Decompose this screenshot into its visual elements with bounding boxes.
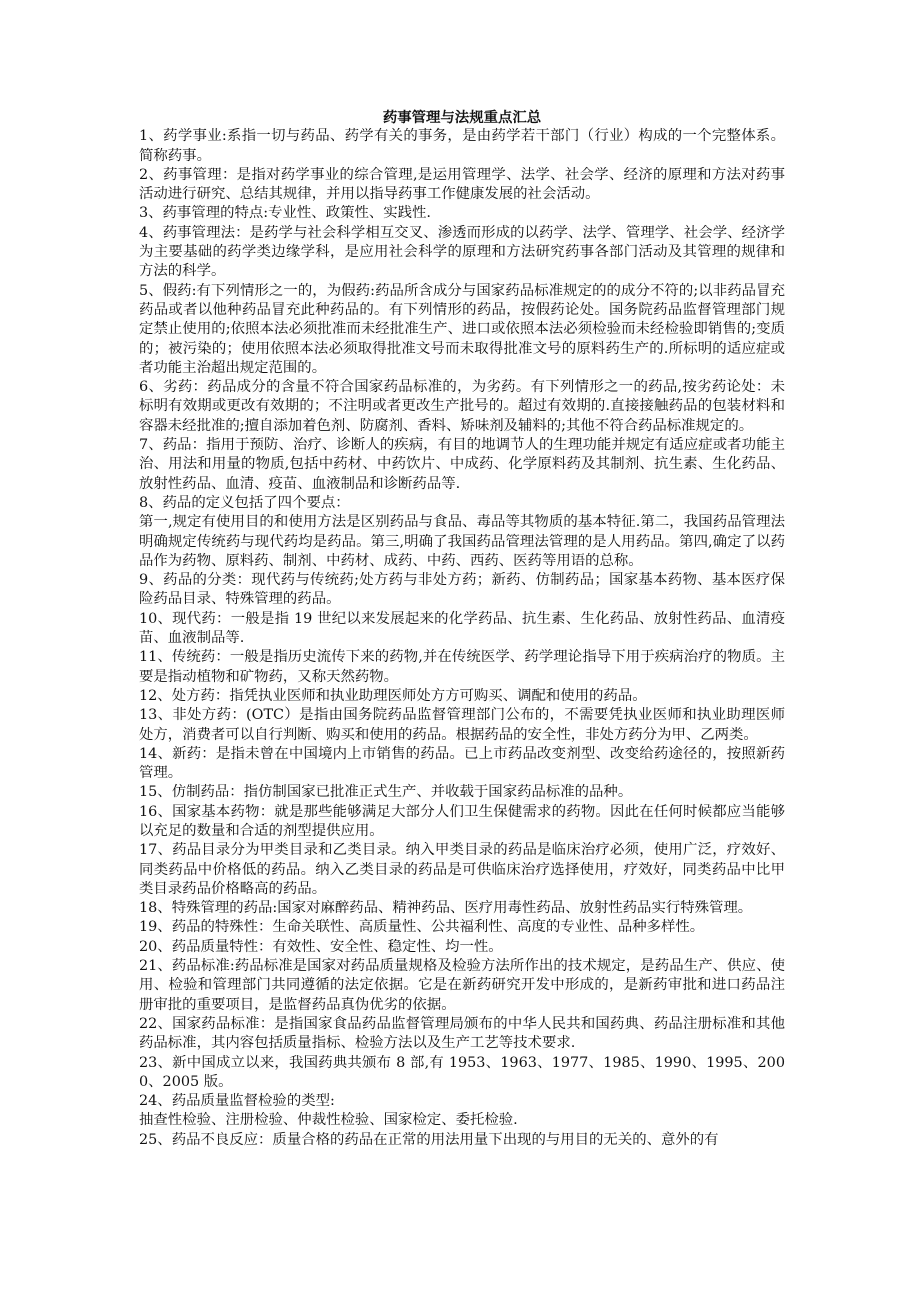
paragraph: 4、药事管理法：是药学与社会科学相互交叉、渗透而形成的以药学、法学、管理学、社会学、经济学为主要基础的药学类边缘学科，是应用社会科学的原理和方法研究药事各部门活动及其管理的规律和方法的科学。: [139, 224, 785, 280]
paragraph: 3、药事管理的特点:专业性、政策性、实践性.: [139, 205, 432, 222]
paragraph: 抽查性检验、注册检验、仲裁性检验、国家检定、委托检验.: [139, 1112, 518, 1129]
paragraph: 22、国家药品标准：是指国家食品药品监督管理局颁布的中华人民共和国药典、药品注册标准和其他药品标准，其内容包括质量指标、检验方法以及生产工艺等技术要求.: [139, 1015, 785, 1052]
paragraph: 2、药事管理：是指对药学事业的综合管理,是运用管理学、法学、社会学、经济的原理和方法对药事活动进行研究、总结其规律，并用以指导药事工作健康发展的社会活动。: [139, 166, 785, 203]
paragraph: 16、国家基本药物：就是那些能够满足大部分人们卫生保健需求的药物。因此在任何时候都应当能够以充足的数量和合适的剂型提供应用。: [139, 803, 785, 839]
paragraph: 18、特殊管理的药品:国家对麻醉药品、精神药品、医疗用毒性药品、放射性药品实行特殊管理。: [139, 900, 753, 917]
paragraph: 20、药品质量特性：有效性、安全性、稳定性、均一性。: [139, 938, 503, 955]
paragraph: 11、传统药：一般是指历史流传下来的药物,并在传统医学、药学理论指导下用于疾病治疗的物质。主要是指动植物和矿物药，又称天然药物。: [139, 649, 785, 685]
paragraph: 12、处方药：指凭执业医师和执业助理医师处方方可购买、调配和使用的药品。: [139, 687, 647, 704]
paragraph: 10、现代药：一般是指 19 世纪以来发展起来的化学药品、抗生素、生化药品、放射性药品、血清疫苗、血液制品等.: [139, 610, 785, 647]
paragraph-list: [139, 127, 785, 1150]
document-body: [139, 108, 785, 1150]
paragraph: 6、劣药：药品成分的含量不符合国家药品标准的，为劣药。有下列情形之一的药品,按劣药论处：未标明有效期或更改有效期的；不注明或者更改生产批号的。超过有效期的.直接接触药品的包装材料和容器未经批准的;擅自添加着色剂、防腐剂、香料、矫味剂及辅料的;其他不符合药品标准规定的。: [139, 379, 785, 434]
paragraph: 第一,规定有使用目的和使用方法是区别药品与食品、毒品等其物质的基本特征.第二，我国药品管理法明确规定传统药与现代药均是药品。第三,明确了我国药品管理法管理的是人用药品。第四,确定了以药品作为药物、原料药、制剂、中药材、成药、中药、西药、医药等用语的总称。: [139, 514, 785, 569]
paragraph: 25、药品不良反应：质量合格的药品在正常的用法用量下出现的与用目的无关的、意外的有: [139, 1131, 719, 1148]
paragraph: 7、药品：指用于预防、治疗、诊断人的疾病，有目的地调节人的生理功能并规定有适应症或者功能主治、用法和用量的物质,包括中药材、中药饮片、中成药、化学原料药及其制剂、抗生素、生化药品、放射性药品、血清、疫苗、血液制品和诊断药品等.: [139, 437, 785, 492]
paragraph: 8、药品的定义包括了四个要点：: [139, 494, 350, 511]
paragraph: 17、药品目录分为甲类目录和乙类目录。纳入甲类目录的药品是临床治疗必须，使用广泛，疗效好、同类药品中价格低的药品。纳入乙类目录的药品是可供临床治疗选择使用，疗效好，同类药品中比甲类目录药品价格略高的药品。: [139, 842, 785, 897]
paragraph: 9、药品的分类：现代药与传统药;处方药与非处方药；新药、仿制药品；国家基本药物、基本医疗保险药品目录、特殊管理的药品。: [139, 572, 785, 608]
paragraph: 21、药品标准:药品标准是国家对药品质量规格及检验方法所作出的技术规定，是药品生产、供应、使用、检验和管理部门共同遵循的法定依据。它是在新药研究开发中形成的，是新药审批和进口药品注册审批的重要项目，是监督药品真伪优劣的依据。: [139, 958, 785, 1013]
paragraph: 19、药品的特殊性：生命关联性、高质量性、公共福利性、高度的专业性、品种多样性。: [139, 919, 705, 936]
paragraph: 23、新中国成立以来，我国药典共颁布 8 部,有 1953、1963、1977、1985、1990、1995、2000、2005 版。: [139, 1054, 785, 1090]
paragraph: 14、新药：是指未曾在中国境内上市销售的药品。已上市药品改变剂型、改变给药途径的，按照新药管理。: [139, 745, 785, 782]
paragraph: 15、仿制药品：指仿制国家已批准正式生产、并收载于国家药品标准的品种。: [139, 784, 633, 801]
paragraph: 24、药品质量监督检验的类型:: [139, 1093, 335, 1110]
paragraph: 1、药学事业:系指一切与药品、药学有关的事务，是由药学若干部门（行业）构成的一个完整体系。简称药事。: [139, 128, 785, 164]
paragraph: 13、非处方药：(OTC）是指由国务院药品监督管理部门公布的，不需要凭执业医师和执业助理医师处方，消费者可以自行判断、购买和使用的药品。根据药品的安全性，非处方药分为甲、乙两类。: [139, 707, 785, 743]
paragraph: 5、假药:有下列情形之一的，为假药:药品所含成分与国家药品标准规定的的成分不符的;以非药品冒充药品或者以他种药品冒充此种药品的。有下列情形的药品，按假药论处。国务院药品监督管理部门规定禁止使用的;依照本法必须批准而未经批准生产、进口或依照本法必须检验而未经检验即销售的;变质的；被污染的；使用依照本法必须取得批准文号而未取得批准文号的原料药生产的.所标明的适应症或者功能主治超出规定范围的。: [139, 282, 785, 376]
document-title: 药事管理与法规重点汇总: [382, 109, 542, 126]
